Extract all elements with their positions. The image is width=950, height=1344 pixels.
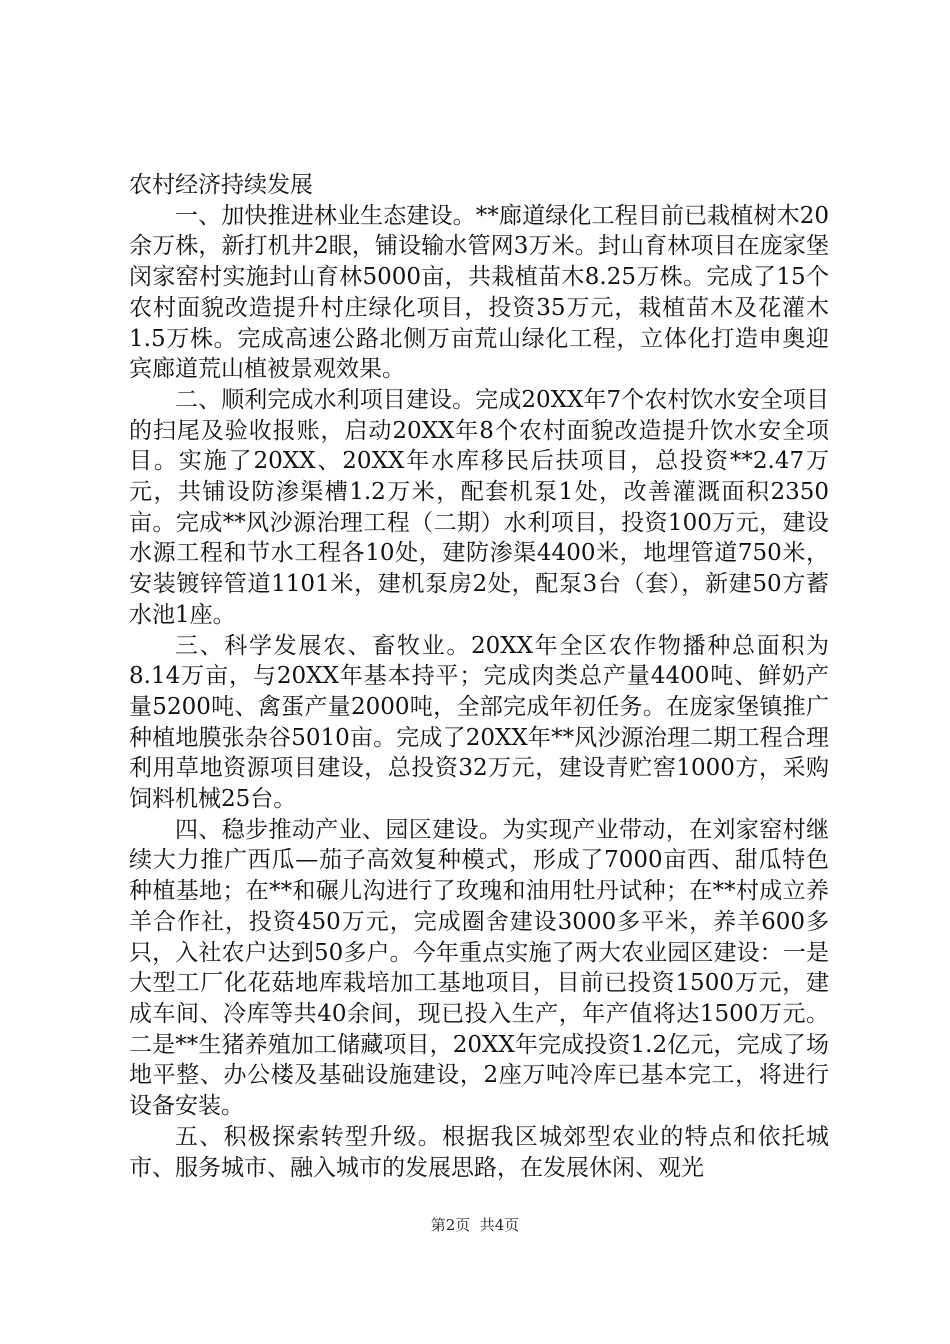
paragraph-transformation: 五、积极探索转型升级。根据我区城郊型农业的特点和依托城市、服务城市、融入城市的发展思路，在发展休闲、观光 — [129, 1123, 829, 1181]
section-heading: 农村经济持续发展 — [129, 172, 313, 198]
page-footer: 第2页 共4页 — [430, 1216, 520, 1234]
paragraph-industry-parks: 四、稳步推动产业、园区建设。为实现产业带动，在刘家窑村继续大力推广西瓜—茄子高效复种模式，形成了7000亩西、甜瓜特色种植基地；在**和碾儿沟进行了玫瑰和油用牡丹试种；在**村成立养羊合作社，投资450万元，完成圈舍建设3000多平米，养羊600多只，入社农户达到50多户。今年重点实施了两大农业园区建设：一是大型工厂化花菇地库栽培加工基地项目，目前已投资1500万元，建成车间、冷库等共40余间，现已投入生产，年产值将达1500万元。二是**生猪养殖加工储藏项目，20XX年完成投资1.2亿元，完成了场地平整、办公楼及基础设施建设，2座万吨冷库已基本完工，将进行设备安装。 — [129, 816, 829, 1120]
document-body — [129, 170, 829, 1183]
paragraph-water-conservancy: 二、顺利完成水利项目建设。完成20XX年7个农村饮水安全项目的扫尾及验收报账，启动20XX年8个农村面貌改造提升饮水安全项目。实施了20XX、20XX年水库移民后扶项目，总投资**2.47万元，共铺设防渗渠槽1.2万米，配套机泵1处，改善灌溉面积2350亩。完成**风沙源治理工程（二期）水利项目，投资100万元，建设水源工程和节水工程各10处，建防渗渠4400米，地埋管道750米，安装镀锌管道1101米，建机泵房2处，配泵3台（套），新建50方蓄水池1座。 — [129, 386, 829, 628]
paragraph-forestry: 一、加快推进林业生态建设。**廊道绿化工程目前已栽植树木20余万株，新打机井2眼，铺设输水管网3万米。封山育林项目在庞家堡闵家窑村实施封山育林5000亩，共栽植苗木8.25万株。完成了15个农村面貌改造提升村庄绿化项目，投资35万元，栽植苗木及花灌木1.5万株。完成高速公路北侧万亩荒山绿化工程，立体化打造申奥迎宾廊道荒山植被景观效果。 — [129, 202, 829, 383]
paragraph-agriculture-livestock: 三、科学发展农、畜牧业。20XX年全区农作物播种总面积为8.14万亩，与20XX年基本持平；完成肉类总产量4400吨、鲜奶产量5200吨、禽蛋产量2000吨，全部完成年初任务。在庞家堡镇推广种植地膜张杂谷5010亩。完成了20XX年**风沙源治理二期工程合理利用草地资源项目建设，总投资32万元，建设青贮窖1000方，采购饲料机械25台。 — [129, 632, 829, 813]
